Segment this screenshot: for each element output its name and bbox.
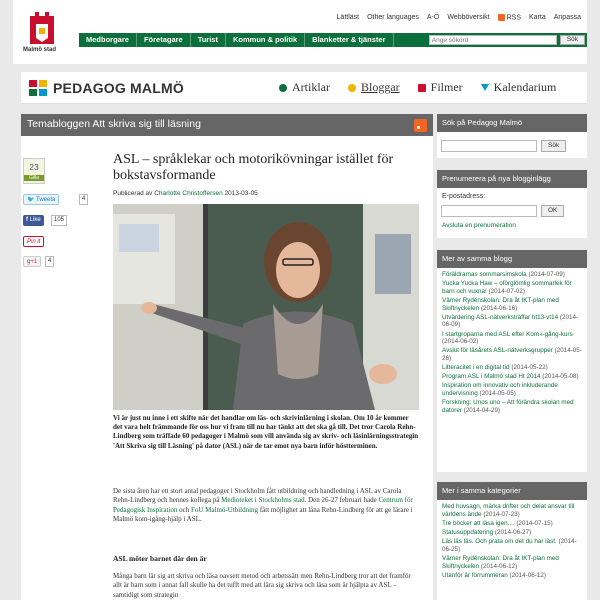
red-square-icon	[418, 84, 426, 92]
nav-blanketter-tjanster[interactable]: Blanketter & tjänster	[305, 33, 393, 47]
like-count: 105	[51, 215, 67, 226]
pedagog-logo-icon[interactable]	[29, 80, 47, 96]
like-button[interactable]: f Like	[23, 215, 44, 226]
sidebar-search	[437, 114, 587, 158]
list-item[interactable]: Inspiration om innovativ och inkluderande undervisning (2014-05-05)	[442, 382, 558, 398]
rss-icon	[498, 14, 505, 21]
article-lead: Vi är just nu inne i ett skifte när det handlar om läs- och skrivinlärning i skolan. Om 10 år kommer det vara helt främmande för oss hur vi fram till nu har tänkt att det ska gå till. Det tror Carola Rehn-Lindberg som träffade 60 pedagoger i Malmö som vill använda sig av skriv- och läsinlärningsstrategin 'Att Skriva sig till Läsning' på dator (ASL) när de tar emot nya barn inför höstterminen.	[113, 414, 419, 450]
list-item[interactable]: Avslut för läsårets ASL-nätverksgrupper (2014-05-26)	[442, 347, 582, 362]
blog-title-bar	[21, 114, 433, 136]
list-item[interactable]: Föräldrarnas sommarsimskola (2014-07-09)	[442, 271, 565, 278]
pnav-bloggar[interactable]: Bloggar	[348, 80, 400, 95]
nav-kommun-politik[interactable]: Kommun & politik	[226, 33, 305, 47]
list-item[interactable]: Program ASL i Malmö stad Ht 2014 (2014-05-08)	[442, 373, 579, 381]
categories-list	[437, 500, 587, 579]
gilla-count: 23	[29, 162, 39, 172]
author-link[interactable]: Charlotte Christoffersen	[154, 190, 223, 197]
list-item[interactable]: Med huvsagn, märka drifter och delat ansvar till världens ände (2014-07-23)	[442, 503, 575, 518]
sidebar-categories	[437, 482, 587, 600]
same-blog-title: Mer av samma blogg	[437, 250, 587, 268]
logo-text: Malmö stad	[23, 47, 57, 53]
pnav-kalendarium[interactable]: Kalendarium	[481, 80, 557, 95]
top-link-rss[interactable]: RSS	[498, 14, 521, 21]
list-item[interactable]: Litteracitet i en digital tid (2014-05-22)	[442, 364, 548, 372]
pedagog-title[interactable]: PEDAGOG MALMÖ	[53, 80, 184, 96]
list-item[interactable]: Yucka Yucka Haw – oförglömlig sommarlek för barn och vuxna! (2014-07-02)	[442, 280, 572, 295]
gilla-label: Gilla	[24, 175, 44, 181]
facebook-icon: f	[26, 217, 28, 223]
sidebar-search-input[interactable]	[441, 140, 537, 152]
subscribe-ok-button[interactable]: OK	[541, 205, 564, 217]
subscribe-title: Prenumerera på nya blogginlägg	[437, 170, 587, 188]
pedagog-nav	[279, 80, 556, 95]
list-item[interactable]: Värner Rydénskolan: Dra åt IKT-plan med Skiftnyckelen (2014-06-16)	[442, 296, 559, 312]
rss-icon[interactable]	[414, 119, 427, 132]
article-meta: Publicerad av Charlotte Christoffersen 2013-03-05	[113, 190, 258, 197]
list-item[interactable]: Utanför är förrummeran (2014-06-12)	[442, 571, 546, 579]
list-item[interactable]: Värner Rydénskolan: Dra åt IKT-plan med Skiftnyckelen (2014-06-12)	[442, 554, 559, 570]
green-dot-icon	[279, 84, 287, 92]
pinit-button[interactable]: Pin it	[23, 236, 44, 247]
sidebar-search-title: Sök på Pedagog Malmö	[437, 114, 587, 132]
tweet-button[interactable]: 🐦 Tweeta	[23, 194, 59, 205]
page	[13, 0, 587, 600]
gilla-button[interactable]	[23, 158, 45, 184]
top-link-anpassa[interactable]: Anpassa	[553, 14, 581, 21]
list-item[interactable]: Utvärdering ASL-nätverksträffar ht13-vt14 (2014-06-09)	[442, 313, 579, 329]
header-search	[429, 35, 585, 45]
categories-title: Mer i samma kategorier	[437, 482, 587, 500]
link-medioteket[interactable]: Medioteket i Stockholms stad	[221, 496, 305, 505]
article-paragraph-2: Många barn lär sig att skriva och läsa oavsett metod och arbetssätt men Rehn-Lindberg tror att det framför allt är barn som i annat fall skulle ha det tufft med att lära sig skriva och läsa som är hjälpta av ASL – samtidigt som strategin	[113, 572, 411, 599]
nav-medborgare[interactable]: Medborgare	[79, 33, 137, 47]
same-blog-list	[437, 268, 587, 414]
main-content	[21, 114, 433, 600]
link-cpi[interactable]: Centrum för Pedagogisk Inspiration	[113, 496, 413, 514]
email-label: E-postadress:	[442, 193, 486, 200]
article-photo	[113, 204, 419, 410]
blue-triangle-icon	[481, 84, 489, 91]
list-item[interactable]: Statusuppdatering (2014-06-27)	[442, 528, 532, 536]
top-link-webboversikt[interactable]: Webböversikt	[447, 14, 490, 21]
article-date: 2013-03-05	[224, 190, 258, 197]
link-fou[interactable]: FoU Malmö-Utbildning	[190, 505, 259, 514]
yellow-dot-icon	[348, 84, 356, 92]
unsubscribe-link[interactable]: Avsluta en prenumeration	[442, 222, 516, 229]
top-link-a-o[interactable]: A-Ö	[426, 14, 440, 21]
twitter-icon: 🐦	[27, 197, 35, 203]
top-link-lattlast[interactable]: Lättläst	[336, 14, 360, 21]
list-item[interactable]: Läs läs läs. Och prata om det du har läst. (2014-06-25)	[442, 538, 577, 553]
top-link-karta[interactable]: Karta	[529, 14, 546, 21]
gplus-button[interactable]: g+1	[23, 256, 41, 267]
article-paragraph-1: De sista åren har ett stort antal pedagoger i Stockholm fått utbildning och handledning i ASL av Carola Rehn-Lindberg och hennes kollega på Medioteket i Stockholms stad. Den 26-27 februari hade Centrum för Pedagogisk Inspiration och FoU Malmö-Utbildning fått möjlighet att låna Rehn-Lindberg för att ge lärare i Malmö kom-igång-hjälp i ASL.	[113, 487, 413, 524]
sidebar-subscribe	[437, 170, 587, 238]
header-search-input[interactable]	[429, 35, 557, 45]
site-header	[13, 0, 587, 64]
email-input[interactable]	[441, 205, 537, 217]
article-title: ASL – språklekar och motorikövningar istället för bokstavsformande	[113, 152, 394, 183]
presenter-photo	[113, 204, 419, 410]
article-subheading: ASL möter barnet där den är	[113, 554, 207, 563]
top-links	[337, 14, 581, 21]
list-item[interactable]: Forskning: Unos uno – Att förändra skolan med datorer (2014-04-29)	[442, 399, 574, 414]
sidebar-same-blog	[437, 250, 587, 472]
tweet-count: 4	[79, 194, 88, 205]
pnav-artiklar[interactable]: Artiklar	[279, 80, 330, 95]
pnav-filmer[interactable]: Filmer	[418, 80, 463, 95]
header-search-button[interactable]: Sök	[560, 35, 585, 45]
list-item[interactable]: Tre böcker att läsa igen.... (2014-07-15)	[442, 519, 553, 527]
top-link-other-languages[interactable]: Other languages	[367, 14, 419, 21]
pedagog-header	[21, 72, 587, 104]
list-item[interactable]: I startgroparna med ASL efter Kom-i-gång-kurs (2014-06-02)	[442, 330, 573, 346]
blog-title[interactable]: Temabloggen Att skriva sig till läsning	[27, 118, 201, 130]
gplus-count: 4	[45, 256, 54, 267]
nav-foretagare[interactable]: Företagare	[137, 33, 191, 47]
sidebar-search-button[interactable]: Sök	[541, 140, 566, 152]
nav-turist[interactable]: Turist	[191, 33, 226, 47]
